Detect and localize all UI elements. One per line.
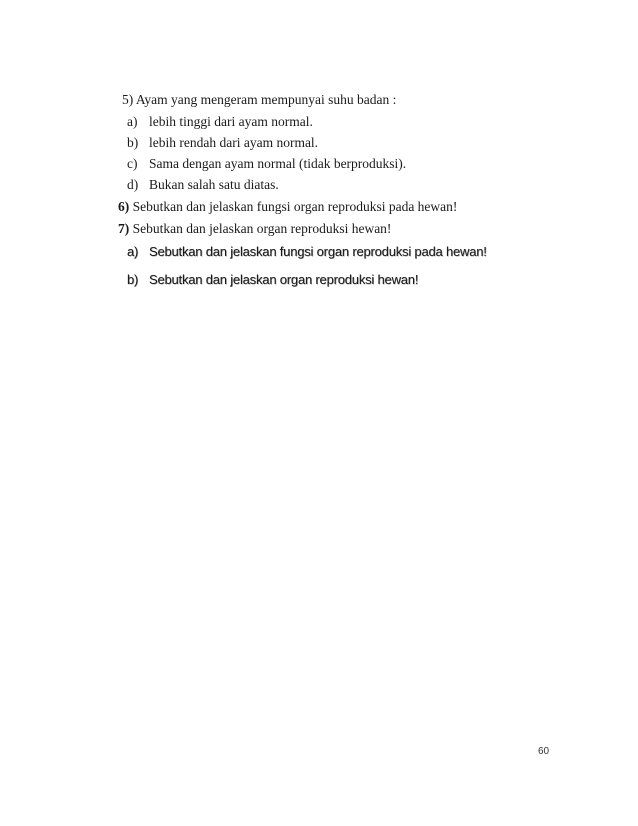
question-7 <box>118 221 391 237</box>
option-text: Sama dengan ayam normal (tidak berproduksi). <box>149 156 407 171</box>
question-5-option-a <box>127 114 313 130</box>
option-letter: c) <box>127 156 138 171</box>
question-5-number: 5) <box>122 92 134 107</box>
option-letter: a) <box>127 114 138 129</box>
question-5 <box>122 92 396 108</box>
option-letter: d) <box>127 177 139 192</box>
page-number: 60 <box>538 746 550 757</box>
sub-item-text: Sebutkan dan jelaskan fungsi organ reproduksi pada hewan! <box>149 244 487 259</box>
question-6 <box>118 199 457 215</box>
option-text: lebih rendah dari ayam normal. <box>149 135 319 150</box>
sub-item-letter: a) <box>127 244 139 259</box>
question-5-option-b <box>127 135 318 151</box>
question-5-option-c <box>127 156 406 172</box>
question-6-number: 6) <box>118 199 130 214</box>
option-letter: b) <box>127 135 139 150</box>
question-5-option-d <box>127 177 279 193</box>
question-6-text: Sebutkan dan jelaskan fungsi organ reproduksi pada hewan! <box>132 199 458 214</box>
option-text: Bukan salah satu diatas. <box>149 177 279 192</box>
sub-item-letter: b) <box>127 272 139 287</box>
question-7-number: 7) <box>118 221 130 236</box>
sub-item-b <box>127 272 418 288</box>
question-7-text: Sebutkan dan jelaskan organ reproduksi hewan! <box>132 221 392 236</box>
sub-item-text: Sebutkan dan jelaskan organ reproduksi hewan! <box>149 272 419 287</box>
option-text: lebih tinggi dari ayam normal. <box>149 114 313 129</box>
question-5-text: Ayam yang mengeram mempunyai suhu badan : <box>135 92 397 107</box>
sub-item-a <box>127 244 487 260</box>
